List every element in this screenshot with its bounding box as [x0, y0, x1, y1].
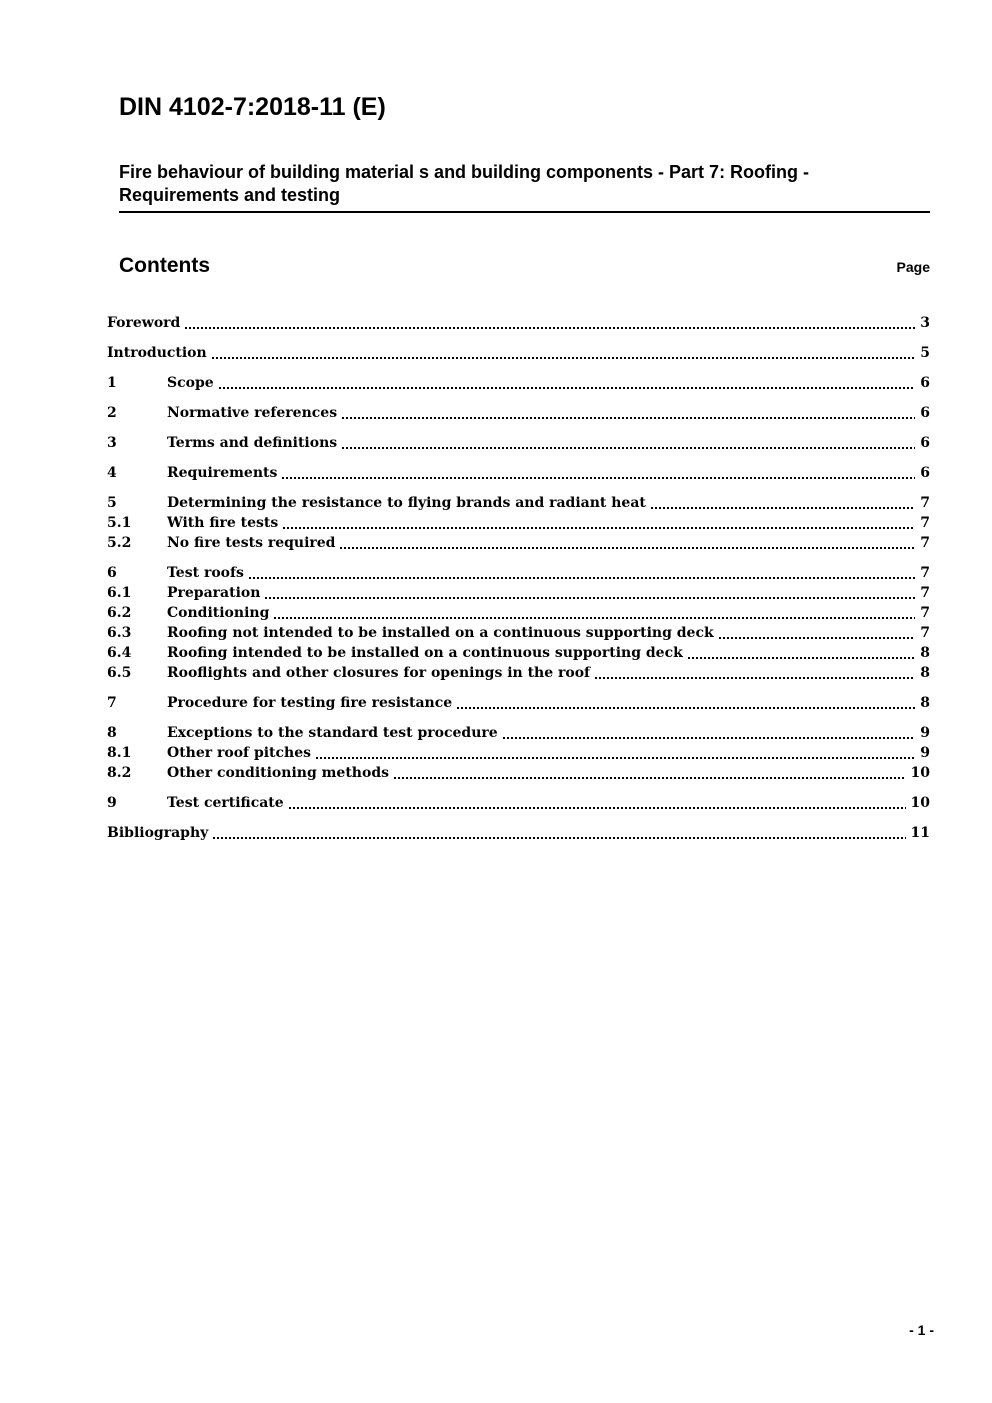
- toc-leader-dots: [265, 597, 915, 599]
- toc-entry: [107, 583, 930, 603]
- toc-entry-number: 8.2: [107, 764, 132, 781]
- toc-entry-page: 8: [920, 664, 930, 681]
- toc-entry-title: Test roofs: [167, 564, 244, 581]
- toc-entry-title: Introduction: [107, 344, 207, 361]
- toc-leader-dots: [688, 657, 915, 659]
- toc-entry-title: Terms and definitions: [167, 434, 338, 451]
- toc-entry: [107, 793, 930, 813]
- footer-page-number: - 1 -: [909, 1322, 934, 1338]
- toc-entry-page: 8: [920, 694, 930, 711]
- toc-entry-page: 7: [920, 564, 930, 581]
- toc-entry-page: 7: [920, 514, 930, 531]
- toc-entry: [107, 343, 930, 363]
- toc-entry: [107, 693, 930, 713]
- toc-entry-number: 6.3: [107, 624, 132, 641]
- toc-entry-page: 6: [920, 434, 930, 451]
- toc-entry: [107, 513, 930, 533]
- toc-entry: [107, 603, 930, 623]
- toc-entry-title: Rooflights and other closures for openings in the roof: [167, 664, 591, 681]
- toc-entry-page: 7: [920, 624, 930, 641]
- toc-entry-title: Bibliography: [107, 824, 209, 841]
- toc-entry-title: Preparation: [167, 584, 261, 601]
- toc-entry-title: Normative references: [167, 404, 338, 421]
- toc-entry-page: 7: [920, 584, 930, 601]
- toc-entry-title: Roofing intended to be installed on a continuous supporting deck: [167, 644, 683, 661]
- toc-leader-dots: [457, 707, 915, 709]
- document-title-line2: Requirements and testing: [119, 184, 341, 205]
- toc-entry: [107, 313, 930, 333]
- toc-entry-number: 7: [107, 694, 117, 711]
- toc-entry-number: 6.5: [107, 664, 132, 681]
- toc-entry-number: 1: [107, 374, 117, 391]
- toc-leader-dots: [212, 357, 916, 359]
- toc-entry-number: 6.4: [107, 644, 132, 661]
- standard-number-heading: DIN 4102-7:2018-11 (E): [119, 93, 386, 121]
- toc-entry-number: 8: [107, 724, 117, 741]
- toc-entry-title: With fire tests: [167, 514, 279, 531]
- toc-entry: [107, 493, 930, 513]
- toc-leader-dots: [185, 327, 915, 329]
- toc-entry-title: Requirements: [167, 464, 278, 481]
- toc-entry-page: 5: [920, 344, 930, 361]
- contents-heading: Contents: [119, 253, 210, 277]
- toc-leader-dots: [342, 447, 915, 449]
- toc-leader-dots: [274, 617, 915, 619]
- toc-entry-title: Roofing not intended to be installed on a continuous supporting deck: [167, 624, 714, 641]
- toc-leader-dots: [503, 737, 916, 739]
- toc-leader-dots: [651, 507, 915, 509]
- toc-entry: [107, 823, 930, 843]
- toc-entry-title: Scope: [167, 374, 214, 391]
- toc-entry: [107, 643, 930, 663]
- document-title: [119, 161, 930, 213]
- toc-entry-number: 4: [107, 464, 117, 481]
- toc-entry-page: 8: [920, 644, 930, 661]
- toc-entry: [107, 743, 930, 763]
- toc-entry-number: 9: [107, 794, 117, 811]
- document-title-line1: Fire behaviour of building material s and building components - Part 7: Roofing -: [119, 161, 810, 182]
- toc-entry: [107, 463, 930, 483]
- toc-entry-page: 7: [920, 494, 930, 511]
- toc-entry-page: 11: [910, 824, 930, 841]
- toc-entry-number: 6.1: [107, 584, 132, 601]
- toc-entry-page: 10: [910, 794, 930, 811]
- toc-entry-title: Test certificate: [167, 794, 284, 811]
- toc-entry: [107, 763, 930, 783]
- toc-entry: [107, 433, 930, 453]
- toc-entry: [107, 403, 930, 423]
- toc-entry-page: 10: [910, 764, 930, 781]
- toc-entry-page: 6: [920, 464, 930, 481]
- toc-entry-title: Other conditioning methods: [167, 764, 389, 781]
- toc-entry: [107, 533, 930, 553]
- toc-entry-number: 5.2: [107, 534, 132, 551]
- toc-leader-dots: [394, 777, 906, 779]
- toc-entry-number: 5.1: [107, 514, 132, 531]
- toc-leader-dots: [283, 527, 915, 529]
- toc-entry-page: 7: [920, 604, 930, 621]
- toc-leader-dots: [219, 387, 916, 389]
- toc-entry-page: 7: [920, 534, 930, 551]
- toc-entry: [107, 663, 930, 683]
- toc-entry-number: 3: [107, 434, 117, 451]
- toc-entry: [107, 623, 930, 643]
- toc-leader-dots: [249, 577, 915, 579]
- toc-entry-title: No fire tests required: [167, 534, 336, 551]
- toc-leader-dots: [342, 417, 915, 419]
- toc-entry: [107, 723, 930, 743]
- toc-leader-dots: [213, 837, 905, 839]
- table-of-contents: [107, 313, 930, 843]
- toc-entry-page: 3: [920, 314, 930, 331]
- toc-entry-page: 9: [920, 724, 930, 741]
- toc-entry-number: 5: [107, 494, 117, 511]
- toc-leader-dots: [316, 757, 915, 759]
- toc-entry-number: 6.2: [107, 604, 132, 621]
- toc-entry-title: Determining the resistance to flying brands and radiant heat: [167, 494, 646, 511]
- toc-entry-number: 6: [107, 564, 117, 581]
- toc-entry-title: Foreword: [107, 314, 181, 331]
- page-column-label: Page: [896, 258, 930, 275]
- contents-header-row: [119, 255, 930, 276]
- toc-entry-number: 8.1: [107, 744, 132, 761]
- toc-entry-title: Exceptions to the standard test procedure: [167, 724, 498, 741]
- toc-leader-dots: [340, 547, 915, 549]
- toc-entry-page: 6: [920, 404, 930, 421]
- toc-leader-dots: [289, 807, 906, 809]
- toc-entry-title: Other roof pitches: [167, 744, 312, 761]
- toc-leader-dots: [719, 637, 916, 639]
- toc-entry-page: 6: [920, 374, 930, 391]
- toc-entry: [107, 563, 930, 583]
- toc-entry-title: Conditioning: [167, 604, 270, 621]
- toc-entry-number: 2: [107, 404, 117, 421]
- toc-leader-dots: [595, 677, 915, 679]
- toc-entry-page: 9: [920, 744, 930, 761]
- toc-entry-title: Procedure for testing fire resistance: [167, 694, 453, 711]
- toc-entry: [107, 373, 930, 393]
- toc-leader-dots: [282, 477, 915, 479]
